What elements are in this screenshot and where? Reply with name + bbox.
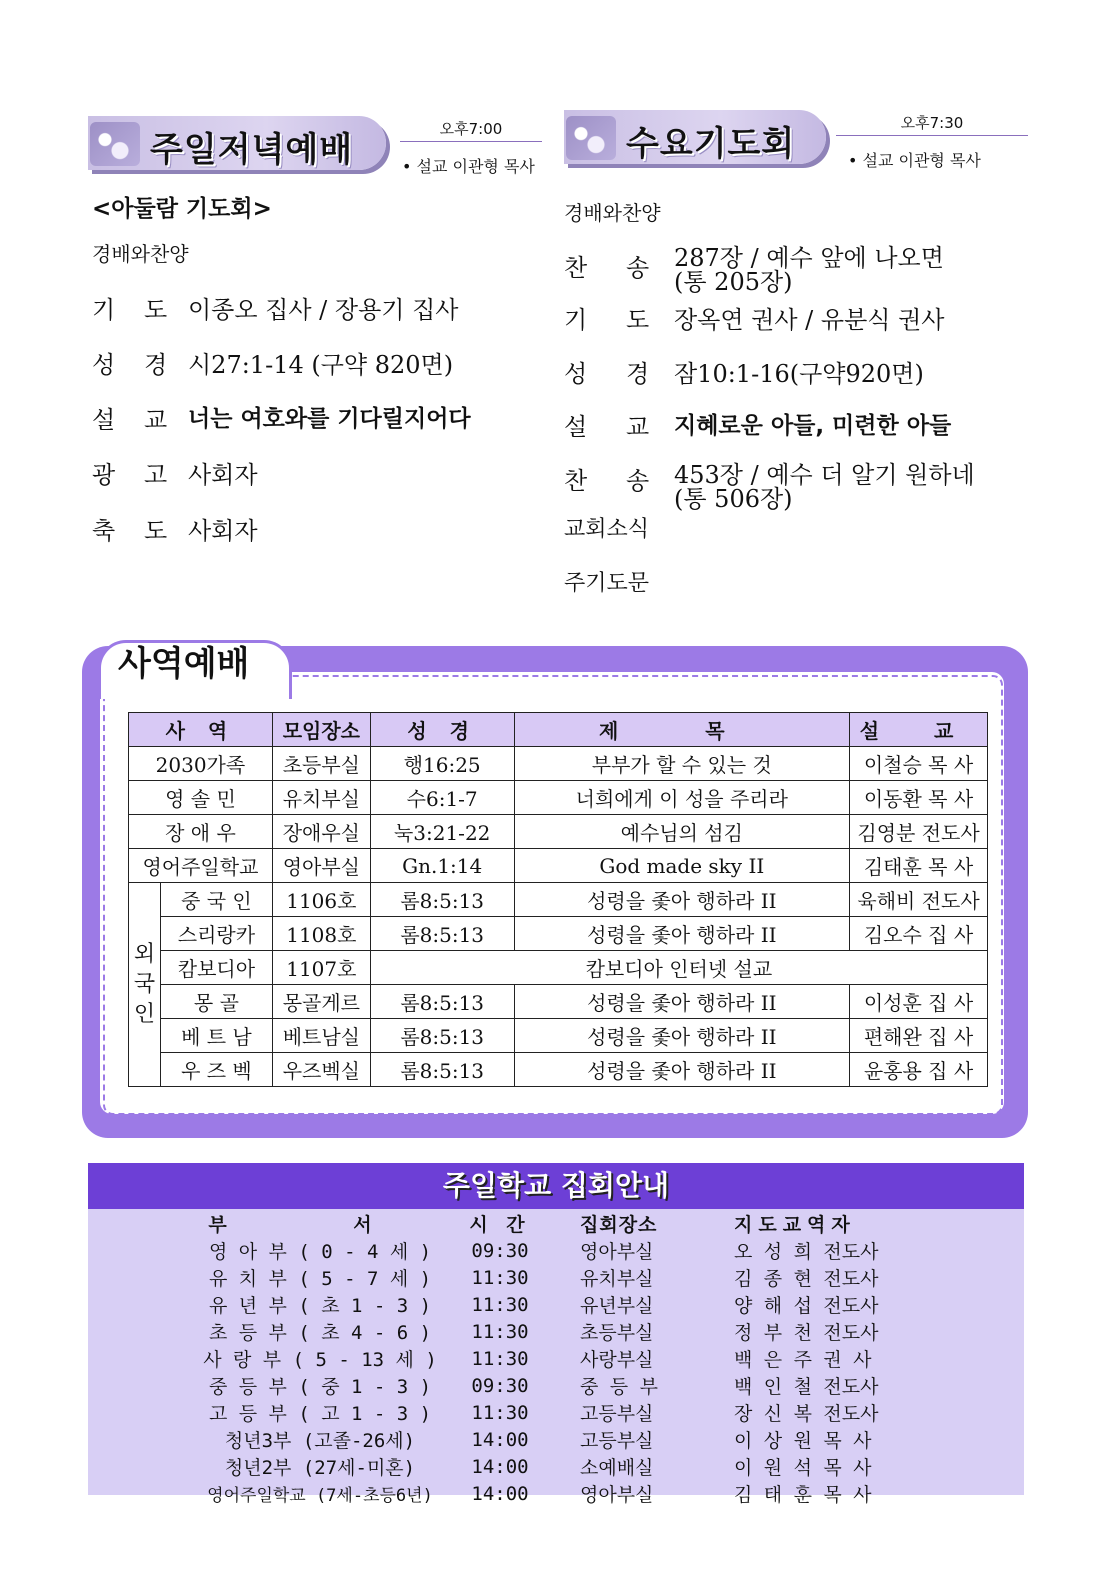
item-value: 453장 / 예수 더 알기 원하네 — [674, 461, 975, 489]
scripture: 수6:1-7 — [370, 781, 514, 815]
scripture: 롬8:5:13 — [370, 917, 514, 951]
scripture: 롬8:5:13 — [370, 1053, 514, 1087]
department: 청년3부 (고졸-26세) — [224, 1430, 416, 1452]
preacher-name: 김오수 집 사 — [850, 917, 988, 951]
header-text: 성 경 — [407, 719, 477, 743]
item-key-1: 기 — [564, 306, 588, 334]
item-key-1: 성 — [564, 360, 588, 388]
meeting-time: 11:30 — [471, 1401, 529, 1424]
column-header — [560, 1210, 730, 1237]
scripture: Gn.1:14 — [370, 849, 514, 883]
table-row — [129, 985, 988, 1019]
foreigner-group-label — [129, 883, 161, 1087]
department: 중 등 부 ( 중 1 - 3 ) — [208, 1376, 432, 1398]
item-value: 지혜로운 아들, 미련한 아들 — [674, 413, 952, 439]
meeting-place: 영아부실 — [580, 1484, 654, 1506]
header-text: 사 역 — [165, 719, 236, 743]
table-row — [200, 1453, 920, 1480]
preacher-name: 김영분 전도사 — [850, 815, 988, 849]
ministry-name: 2030가족 — [129, 747, 273, 781]
foreigner-label-char: 외 — [133, 941, 156, 967]
meeting-place: 유년부실 — [580, 1295, 654, 1317]
table-row — [129, 849, 988, 883]
department: 고 등 부 ( 고 1 - 3 ) — [208, 1403, 432, 1425]
ministry-table — [128, 712, 988, 1087]
wednesday-service-time: 오후7:30 — [836, 112, 1028, 136]
foreigner-label-char: 국 — [133, 971, 156, 997]
meeting-time: 11:30 — [471, 1320, 529, 1343]
item-value: 사회자 — [188, 461, 258, 489]
department: 영 아 부 ( 0 - 4 세 ) — [208, 1241, 432, 1263]
preacher-name: 이성훈 집 사 — [850, 985, 988, 1019]
leader: 장 신 복 전도사 — [734, 1403, 879, 1425]
item-key-2: 고 — [144, 461, 168, 489]
wednesday-outro-news: 교회소식 — [564, 517, 650, 542]
item-value: 너는 여호와를 기다릴지어다 — [188, 406, 471, 432]
meeting-place: 유치부실 — [272, 781, 370, 815]
table-row — [200, 1291, 920, 1318]
sermon-topic: 부부가 할 수 있는 것 — [514, 747, 849, 781]
flower-icon — [90, 122, 140, 166]
ministry-name: 몽 골 — [160, 985, 272, 1019]
meeting-time: 09:30 — [471, 1374, 529, 1397]
item-value: 잠10:1-16(구약920면) — [674, 360, 924, 388]
meeting-place: 사랑부실 — [580, 1349, 654, 1371]
table-row — [200, 1264, 920, 1291]
department: 유 년 부 ( 초 1 - 3 ) — [208, 1295, 432, 1317]
leader: 이 원 석 목 사 — [734, 1457, 872, 1479]
item-key-1: 설 — [564, 413, 588, 441]
meeting-place: 우즈벡실 — [272, 1053, 370, 1087]
table-header-row — [200, 1210, 920, 1237]
evening-subtitle: <아둘람 기도회> — [92, 196, 272, 222]
item-key-2: 송 — [626, 254, 650, 282]
flower-icon — [566, 116, 616, 160]
leader: 김 종 현 전도사 — [734, 1268, 879, 1290]
table-row — [129, 951, 988, 985]
item-value-sub: (통 506장) — [674, 485, 793, 513]
item-key-2: 교 — [626, 413, 650, 441]
item-key-1: 축 — [92, 517, 116, 545]
item-value: 장옥연 권사 / 유분식 권사 — [674, 306, 945, 334]
sermon-topic: 예수님의 섬김 — [514, 815, 849, 849]
meeting-time: 14:00 — [471, 1482, 529, 1505]
leader: 백 은 주 권 사 — [734, 1349, 872, 1371]
meeting-time: 11:30 — [471, 1266, 529, 1289]
sermon-topic: 성령을 좇아 행하라 II — [514, 1019, 849, 1053]
item-key-2: 경 — [144, 351, 168, 379]
ministry-name: 베 트 남 — [160, 1019, 272, 1053]
item-value: 사회자 — [188, 517, 258, 545]
wednesday-outro-lords-prayer: 주기도문 — [564, 571, 650, 596]
column-header — [370, 713, 514, 747]
table-row — [129, 781, 988, 815]
meeting-place: 고등부실 — [580, 1430, 654, 1452]
leader: 백 인 철 전도사 — [734, 1376, 879, 1398]
column-header — [129, 713, 273, 747]
column-header: 지도교역자 — [734, 1214, 856, 1236]
sermon-topic: 성령을 좇아 행하라 II — [514, 1053, 849, 1087]
ministry-name: 영어주일학교 — [129, 849, 273, 883]
item-key-2: 교 — [144, 406, 168, 434]
meeting-time: 11:30 — [471, 1293, 529, 1316]
evening-preacher: • 설교 이관형 목사 — [402, 157, 535, 176]
meeting-place: 영아부실 — [272, 849, 370, 883]
department: 청년2부 (27세-미혼) — [224, 1457, 416, 1479]
header-text: 집회장소 — [580, 1214, 658, 1236]
leader: 이 상 원 목 사 — [734, 1430, 872, 1452]
item-key-2: 도 — [144, 296, 168, 324]
preacher-name: 윤홍용 집 사 — [850, 1053, 988, 1087]
table-row — [200, 1480, 920, 1507]
item-key-2: 도 — [626, 306, 650, 334]
item-key-2: 경 — [626, 360, 650, 388]
meeting-place: 소예배실 — [580, 1457, 654, 1479]
ministry-name: 영 솔 민 — [129, 781, 273, 815]
table-row — [200, 1399, 920, 1426]
department: 초 등 부 ( 초 4 - 6 ) — [208, 1322, 432, 1344]
meeting-place: 장애우실 — [272, 815, 370, 849]
evening-service-title: 주일저녁예배 — [150, 130, 354, 170]
preacher-name: 이동환 목 사 — [850, 781, 988, 815]
item-value: 이종오 집사 / 장용기 집사 — [188, 296, 459, 324]
ministry-name: 우 즈 벡 — [160, 1053, 272, 1087]
preacher-name: 김태훈 목 사 — [850, 849, 988, 883]
meeting-place: 몽골게르 — [272, 985, 370, 1019]
item-value-sub: (통 205장) — [674, 268, 793, 296]
item-key-2: 도 — [144, 517, 168, 545]
wednesday-service-title: 수요기도회 — [626, 124, 796, 164]
table-row — [129, 1053, 988, 1087]
item-key-2: 송 — [626, 467, 650, 495]
wednesday-service-header — [564, 110, 834, 168]
meeting-place: 초등부실 — [272, 747, 370, 781]
table-header-row — [129, 713, 988, 747]
sermon-topic: 성령을 좇아 행하라 II — [514, 917, 849, 951]
meeting-time: 11:30 — [471, 1347, 529, 1370]
leader: 양 해 섭 전도사 — [734, 1295, 879, 1317]
meeting-time: 14:00 — [471, 1455, 529, 1478]
foreigner-label-char: 인 — [133, 1001, 156, 1027]
meeting-place: 중 등 부 — [580, 1376, 658, 1398]
table-row — [129, 1019, 988, 1053]
sermon-topic: 성령을 좇아 행하라 II — [514, 883, 849, 917]
scripture: 롬8:5:13 — [370, 1019, 514, 1053]
sunday-school-title: 주일학교 집회안내 — [88, 1163, 1024, 1209]
column-header — [514, 713, 849, 747]
ministry-name: 장 애 우 — [129, 815, 273, 849]
sermon-topic: 너희에게 이 성을 주리라 — [514, 781, 849, 815]
preacher-name: 이철승 목 사 — [850, 747, 988, 781]
item-key-1: 찬 — [564, 254, 588, 282]
evening-intro: 경배와찬양 — [92, 242, 189, 266]
scripture: 눅3:21-22 — [370, 815, 514, 849]
scripture: 롬8:5:13 — [370, 883, 514, 917]
sermon-topic: God made sky II — [514, 849, 849, 883]
wednesday-preacher: • 설교 이관형 목사 — [848, 151, 981, 170]
meeting-place: 베트남실 — [272, 1019, 370, 1053]
item-value: 287장 / 예수 앞에 나오면 — [674, 244, 944, 272]
meeting-place: 영아부실 — [580, 1241, 654, 1263]
item-key-1: 기 — [92, 296, 116, 324]
department: 사 랑 부 ( 5 - 13 세 ) — [203, 1349, 437, 1371]
evening-service-time: 오후7:00 — [400, 118, 542, 142]
ministry-title: 사역예배 — [118, 644, 250, 684]
wednesday-intro: 경배와찬양 — [564, 201, 661, 225]
ministry-name: 중 국 인 — [160, 883, 272, 917]
department: 영어주일학교 (7세-초등6년) — [207, 1486, 433, 1506]
ministry-name: 스리랑카 — [160, 917, 272, 951]
department: 유 치 부 ( 5 - 7 세 ) — [208, 1268, 432, 1290]
meeting-time: 14:00 — [471, 1428, 529, 1451]
sermon-topic: 성령을 좇아 행하라 II — [514, 985, 849, 1019]
item-value: 시27:1-14 (구약 820면) — [188, 351, 454, 379]
leader: 김 태 훈 목 사 — [734, 1484, 872, 1506]
table-row — [200, 1318, 920, 1345]
table-row — [200, 1372, 920, 1399]
header-text: 설 교 — [859, 719, 978, 743]
column-header: 모임장소 — [272, 713, 370, 747]
table-row — [200, 1426, 920, 1453]
table-row — [129, 883, 988, 917]
meeting-time: 09:30 — [471, 1239, 529, 1262]
preacher-name: 편해완 집 사 — [850, 1019, 988, 1053]
preacher-name: 육해비 전도사 — [850, 883, 988, 917]
ministry-name: 캄보디아 — [160, 951, 272, 985]
item-key-1: 설 — [92, 406, 116, 434]
leader: 정 부 천 전도사 — [734, 1322, 879, 1344]
scripture: 행16:25 — [370, 747, 514, 781]
meeting-place: 1106호 — [272, 883, 370, 917]
table-row — [129, 917, 988, 951]
meeting-place: 1108호 — [272, 917, 370, 951]
column-header — [850, 713, 988, 747]
header-text: 부 서 — [208, 1214, 432, 1236]
sunday-school-table — [200, 1210, 920, 1507]
table-row — [129, 815, 988, 849]
table-row — [129, 747, 988, 781]
column-header — [200, 1210, 440, 1237]
table-row — [200, 1345, 920, 1372]
meeting-place: 고등부실 — [580, 1403, 654, 1425]
item-key-1: 성 — [92, 351, 116, 379]
meeting-place: 1107호 — [272, 951, 370, 985]
table-row — [200, 1237, 920, 1264]
leader: 오 성 희 전도사 — [734, 1241, 879, 1263]
scripture: 롬8:5:13 — [370, 985, 514, 1019]
evening-service-header — [88, 116, 398, 174]
internet-sermon-note: 캄보디아 인터넷 설교 — [370, 951, 987, 985]
item-key-1: 찬 — [564, 467, 588, 495]
meeting-place: 초등부실 — [580, 1322, 654, 1344]
meeting-place: 유치부실 — [580, 1268, 654, 1290]
header-text: 제 목 — [599, 719, 765, 743]
column-header: 시 간 — [469, 1214, 531, 1236]
item-key-1: 광 — [92, 461, 116, 489]
